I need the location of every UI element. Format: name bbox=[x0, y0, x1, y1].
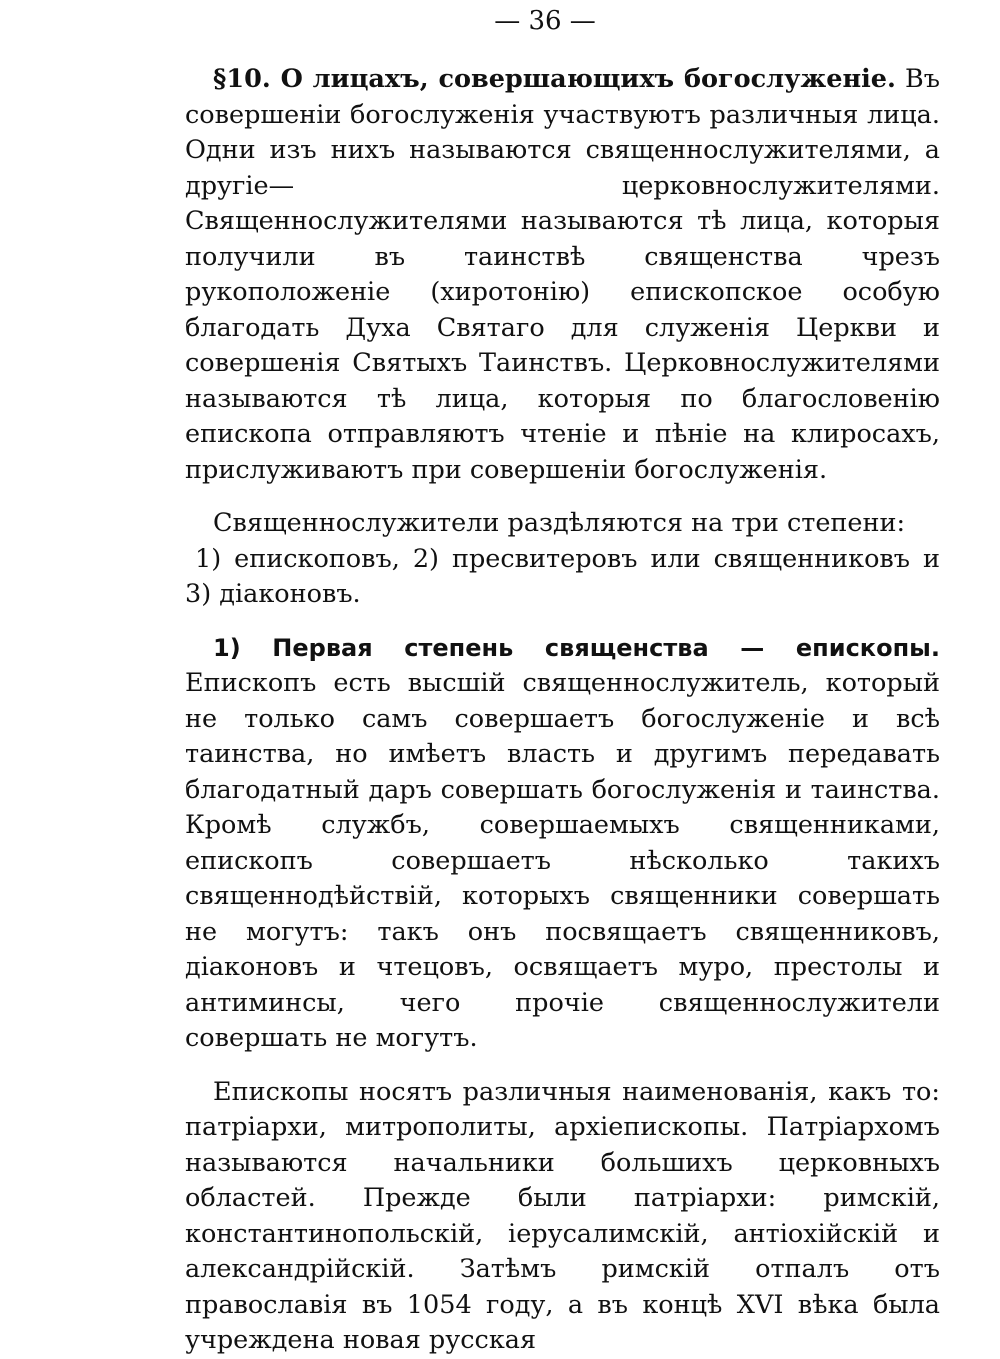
paragraph-degrees-intro: Священнослужители раздѣляются на три степени: bbox=[213, 508, 906, 538]
subsection-heading: 1) Первая степень священства — епископы. bbox=[213, 633, 940, 662]
paragraph-text: Епископъ есть высшій священнослужитель, который не только самъ совершаетъ богослуженіе и всѣ таинства, но имѣетъ власть и другимъ передавать благодатный даръ совершать богослуженія и таинства. Кромѣ службъ, совершаемыхъ священниками, епископъ совершаетъ нѣсколько такихъ священнодѣйствій, которыхъ священники совершать не могутъ: такъ онъ посвящаетъ священниковъ, діаконовъ и чтецовъ, освящаетъ муро, престолы и антиминсы, чего прочіе священнослужители совершать не могутъ. bbox=[185, 668, 940, 1053]
paragraph-bishops bbox=[185, 631, 940, 1057]
page-number: — 36 — bbox=[494, 6, 596, 36]
section-heading: §10. О лицахъ, совершающихъ богослуженіе. bbox=[213, 64, 896, 94]
paragraph-bishop-titles: Епископы носятъ различныя наименованія, какъ то: патріархи, митрополиты, архіепископы. Патріархомъ называются начальники большихъ церковныхъ областей. Прежде были патріархи: римскій, константинопольскій, іерусалимскій, антіохійскій и александрійскій. Затѣмъ римскій отпалъ отъ православія въ 1054 году, а въ концѣ XVI вѣка была учреждена новая русская bbox=[185, 1076, 940, 1355]
paragraph-degrees-list: 1) епископовъ, 2) пресвитеровъ или священниковъ и 3) діаконовъ. bbox=[185, 543, 940, 609]
paragraph-section-10 bbox=[185, 62, 940, 488]
body-text bbox=[185, 62, 940, 1359]
paragraph-text: Въ совершеніи богослуженія участвуютъ различныя лица. Одни изъ нихъ называются священнослужителями, а другіе— церковнослужителями. Священнослужителями называются тѣ лица, которыя получили въ таинствѣ священства чрезъ рукоположеніе (хиротонію) епископское особую благодать Духа Святаго для служенія Церкви и совершенія Святыхъ Таинствъ. Церковнослужителями называются тѣ лица, которыя по благословенію епископа отправляютъ чтеніе и пѣніе на клиросахъ, прислуживаютъ при совершеніи богослуженія. bbox=[185, 64, 940, 485]
